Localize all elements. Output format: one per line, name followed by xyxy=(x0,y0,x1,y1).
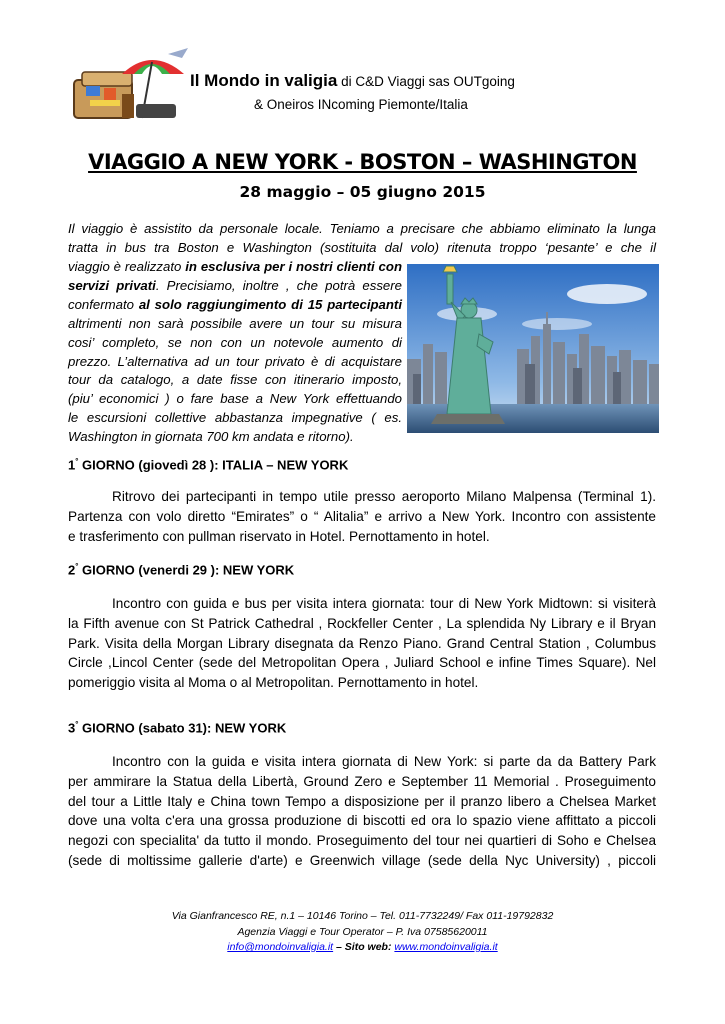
intro-continued xyxy=(68,258,402,447)
day-number: 3 xyxy=(68,720,76,736)
intro-line xyxy=(68,277,402,296)
intro-emphasis: in esclusiva per i nostri clienti con xyxy=(185,259,402,274)
website-link[interactable]: www.mondoinvaligia.it xyxy=(394,941,498,953)
intro-text: . Precisiamo, inoltre , che potrà essere xyxy=(155,277,402,293)
day-2-paragraph xyxy=(68,594,656,693)
intro-paragraph xyxy=(68,220,656,258)
footer-separator: – xyxy=(333,941,345,953)
paragraph-line: Incontro con la guida e visita intera giornata di New York: si parte da da Battery Park xyxy=(112,754,656,769)
intro-line xyxy=(68,258,402,277)
paragraph-line: Ritrovo dei partecipanti in tempo utile presso aeroporto Milano Malpensa (Terminal 1). xyxy=(112,489,656,504)
paragraph-line: per ammirare la Statua della Libertà, Ground Zero e September 11 Memorial . Proseguimento xyxy=(68,773,656,789)
intro-line: prezzo. L’alternativa ad un tour privato è di acquistare xyxy=(68,353,402,369)
degree-mark: ° xyxy=(75,457,79,466)
day-3-paragraph xyxy=(68,752,656,871)
footer-address: Via Gianfrancesco RE, n.1 – 10146 Torino – Tel. 011-7732249/ Fax 011-19792832 xyxy=(171,910,554,922)
paragraph-line: Circle ,Lincol Center (sede del Metropolitan Opera , Juliard School e infine Times Square). Nel xyxy=(68,655,656,671)
intro-text: confermato xyxy=(68,296,139,312)
intro-text: viaggio è realizzato xyxy=(68,259,186,274)
website-label: Sito web xyxy=(344,941,388,953)
trip-dates: 28 maggio – 05 giugno 2015 xyxy=(239,183,486,201)
paragraph-line: del tour a Little Italy e China town Tempo a disposizione per il pranzo libero a Chelsea Market xyxy=(68,793,656,809)
statue-of-liberty-skyline-photo xyxy=(407,264,659,433)
intro-line: tratta in bus tra Boston e Washington (sostituita dal volo) ritenuta troppo ‘pesante’ e che il xyxy=(68,239,656,255)
degree-mark: ° xyxy=(75,720,79,729)
intro-line: cosi’ completo, se non con un notevole aumento di xyxy=(68,334,402,350)
brand-line xyxy=(190,71,515,91)
day-2-heading xyxy=(68,562,294,577)
email-link[interactable]: info@mondoinvaligia.it xyxy=(227,941,334,953)
page-title: VIAGGIO A NEW YORK - BOSTON – WASHINGTON xyxy=(88,150,637,174)
intro-line: Washington in giornata 700 km andata e ritorno). xyxy=(68,429,354,445)
paragraph-line: Park. Visita della Morgan Library disegnata da Renzo Piano. Grand Central Station , Columbus xyxy=(68,635,656,651)
footer-agency: Agenzia Viaggi e Tour Operator – P. Iva 07585620011 xyxy=(237,925,488,938)
paragraph-line: Partenza con volo diretto “Emirates” o “ Alitalia” e arrivo a New York. Incontro con assistente xyxy=(68,508,656,524)
day-number: 2 xyxy=(68,562,76,578)
day-title: GIORNO (venerdi 29 ): NEW YORK xyxy=(78,562,295,578)
paragraph-line: la Fifth avenue con St Patrick Cathedral , Rockfeller Center , La splendida Ny Library e il Bryan xyxy=(68,615,656,631)
brand-name: Il Mondo in valigia xyxy=(190,71,338,90)
paragraph-line: e trasferimento con pullman riservato in Hotel. Pernottamento in hotel. xyxy=(68,528,490,544)
day-3-heading xyxy=(68,720,286,735)
intro-line: altrimenti non sarà possibile avere un tour su misura xyxy=(68,315,402,331)
day-title: GIORNO (sabato 31): NEW YORK xyxy=(78,720,287,736)
day-1-heading xyxy=(68,457,348,472)
page-footer xyxy=(0,909,725,956)
brand-incoming: & Oneiros INcoming Piemonte/Italia xyxy=(254,97,468,112)
paragraph-line: (sede di moltissime gallerie d'arte) e Greenwich village (sede della Nyc University) , piccoli xyxy=(68,852,656,868)
website-colon: : xyxy=(387,941,395,953)
intro-line: (piu’ economici ) o fare base a New York effettuando xyxy=(68,391,402,407)
paragraph-line: dove una volta c'era una grossa produzione di biscotti ed ora lo spazio viene affittato a piccoli xyxy=(68,813,656,829)
footer-contacts xyxy=(0,940,725,956)
paragraph-line: negozi con specialita' da tutto il mondo. Proseguimento del tour nei quartieri di Soho e Chelsea xyxy=(68,833,656,849)
day-number: 1 xyxy=(68,457,76,473)
day-1-paragraph xyxy=(68,487,656,546)
intro-emphasis: servizi privati xyxy=(68,277,156,293)
brand-company: di C&D Viaggi sas OUTgoing xyxy=(337,74,515,89)
paragraph-line: Incontro con guida e bus per visita intera giornata: tour di New York Midtown: si visiterà xyxy=(112,596,656,611)
intro-line: Il viaggio è assistito da personale locale. Teniamo a precisare che abbiamo eliminato la lunga xyxy=(68,221,656,236)
intro-line xyxy=(68,296,402,315)
degree-mark: ° xyxy=(75,562,79,571)
day-title: GIORNO (giovedì 28 ): ITALIA – NEW YORK xyxy=(78,457,349,473)
paragraph-line: pomeriggio visita al Moma o al Metropolitan. Pernottamento in hotel. xyxy=(68,675,479,691)
intro-line: le escursioni collettive abbastanza impegnative ( es. xyxy=(68,410,402,426)
intro-emphasis: al solo raggiungimento di 15 partecipanti xyxy=(138,296,402,312)
intro-line: tour da catalogo, a date fisse con itinerario imposto, xyxy=(68,372,402,388)
suitcase-umbrella-logo xyxy=(72,44,190,122)
